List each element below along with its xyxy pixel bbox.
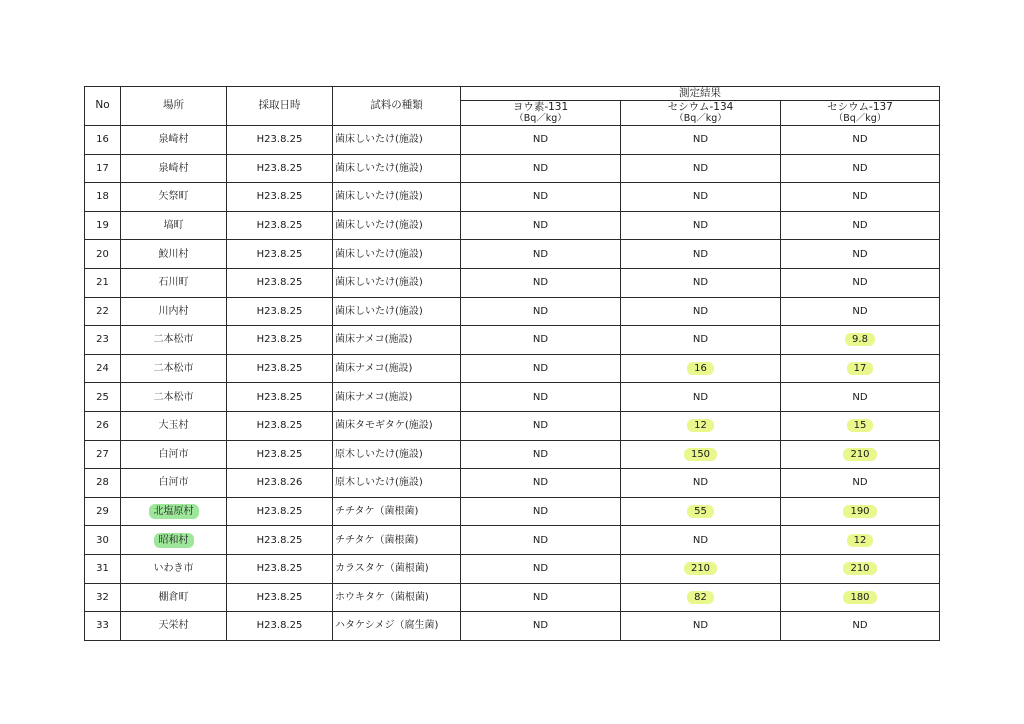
cell-date bbox=[227, 126, 333, 155]
cell-i131 bbox=[461, 440, 621, 469]
cell-no bbox=[85, 326, 121, 355]
cell-sample-type-value: 菌床しいたけ(施設) bbox=[335, 162, 423, 174]
cell-cs137-value: 9.8 bbox=[845, 333, 875, 346]
cell-sample-type-value: 菌床しいたけ(施設) bbox=[335, 220, 423, 232]
cell-cs134-value: 210 bbox=[684, 562, 717, 575]
cell-i131 bbox=[461, 154, 621, 183]
cell-i131-value: ND bbox=[532, 220, 549, 232]
cell-no-value: 30 bbox=[96, 534, 109, 546]
table-row bbox=[85, 268, 940, 297]
cell-cs134-value: ND bbox=[692, 305, 709, 317]
cell-sample-type bbox=[333, 126, 461, 155]
cell-cs134 bbox=[621, 126, 781, 155]
cell-cs134 bbox=[621, 583, 781, 612]
cell-no-value: 17 bbox=[96, 162, 109, 174]
cell-i131-value: ND bbox=[532, 191, 549, 203]
cell-cs137 bbox=[781, 154, 940, 183]
cell-date bbox=[227, 554, 333, 583]
cell-place bbox=[121, 469, 227, 498]
cell-i131 bbox=[461, 526, 621, 555]
cell-cs134-value: ND bbox=[692, 162, 709, 174]
cell-i131 bbox=[461, 612, 621, 641]
cell-no bbox=[85, 440, 121, 469]
cell-i131-value: ND bbox=[532, 448, 549, 460]
table-row bbox=[85, 240, 940, 269]
cell-cs134 bbox=[621, 154, 781, 183]
cell-i131 bbox=[461, 354, 621, 383]
cell-date bbox=[227, 411, 333, 440]
cell-date-value: H23.8.25 bbox=[256, 391, 303, 403]
cell-i131 bbox=[461, 297, 621, 326]
cell-no bbox=[85, 354, 121, 383]
cell-i131 bbox=[461, 583, 621, 612]
cell-sample-type bbox=[333, 383, 461, 412]
cell-no-value: 31 bbox=[96, 563, 109, 575]
cell-sample-type bbox=[333, 240, 461, 269]
cell-cs134 bbox=[621, 354, 781, 383]
cell-cs134 bbox=[621, 297, 781, 326]
cell-sample-type-value: 原木しいたけ(施設) bbox=[335, 477, 423, 489]
cell-i131-value: ND bbox=[532, 591, 549, 603]
cell-place bbox=[121, 526, 227, 555]
table-row bbox=[85, 612, 940, 641]
cell-i131-value: ND bbox=[532, 305, 549, 317]
cell-no bbox=[85, 183, 121, 212]
table-row bbox=[85, 183, 940, 212]
cell-cs137 bbox=[781, 411, 940, 440]
cell-place bbox=[121, 383, 227, 412]
cell-i131-value: ND bbox=[532, 563, 549, 575]
table-row bbox=[85, 154, 940, 183]
cell-cs134-value: ND bbox=[692, 334, 709, 346]
cell-sample-type-value: ホウキタケ（菌根菌) bbox=[335, 591, 429, 603]
cell-cs137 bbox=[781, 268, 940, 297]
header-cs137-label: セシウム-137 bbox=[827, 101, 893, 113]
cell-sample-type-value: 原木しいたけ(施設) bbox=[335, 448, 423, 460]
cell-place-value: 白河市 bbox=[158, 448, 189, 460]
cell-no-value: 24 bbox=[96, 363, 109, 375]
cell-sample-type-value: ハタケシメジ（腐生菌) bbox=[335, 620, 439, 632]
cell-place-value: 石川町 bbox=[158, 277, 189, 289]
cell-no bbox=[85, 383, 121, 412]
cell-no-value: 19 bbox=[96, 220, 109, 232]
header-cs137-unit: （Bq／kg） bbox=[833, 112, 887, 124]
cell-place-value: 天栄村 bbox=[158, 620, 189, 632]
cell-sample-type-value: 菌床ナメコ(施設) bbox=[335, 334, 413, 346]
cell-date-value: H23.8.25 bbox=[256, 334, 303, 346]
cell-date-value: H23.8.25 bbox=[256, 563, 303, 575]
cell-place-value: いわき市 bbox=[153, 563, 194, 575]
cell-sample-type-value: チチタケ（菌根菌) bbox=[335, 534, 419, 546]
measurement-table bbox=[84, 86, 940, 641]
cell-cs134-value: ND bbox=[692, 191, 709, 203]
cell-sample-type-value: 菌床しいたけ(施設) bbox=[335, 305, 423, 317]
table-row bbox=[85, 469, 940, 498]
cell-no-value: 16 bbox=[96, 134, 109, 146]
cell-sample-type-value: 菌床タモギタケ(施設) bbox=[335, 420, 433, 432]
cell-sample-type bbox=[333, 497, 461, 526]
cell-place-value: 北塩原村 bbox=[149, 504, 199, 519]
cell-i131-value: ND bbox=[532, 391, 549, 403]
cell-no bbox=[85, 526, 121, 555]
table-row bbox=[85, 583, 940, 612]
cell-place bbox=[121, 154, 227, 183]
cell-date-value: H23.8.26 bbox=[256, 477, 303, 489]
cell-cs137 bbox=[781, 183, 940, 212]
cell-place bbox=[121, 240, 227, 269]
header-i131 bbox=[461, 101, 621, 126]
cell-i131-value: ND bbox=[532, 162, 549, 174]
cell-place bbox=[121, 583, 227, 612]
cell-date-value: H23.8.25 bbox=[256, 248, 303, 260]
cell-date bbox=[227, 440, 333, 469]
table-row bbox=[85, 126, 940, 155]
cell-date-value: H23.8.25 bbox=[256, 363, 303, 375]
cell-i131 bbox=[461, 326, 621, 355]
cell-place-value: 矢祭町 bbox=[158, 191, 189, 203]
cell-sample-type-value: 菌床しいたけ(施設) bbox=[335, 134, 423, 146]
cell-date bbox=[227, 326, 333, 355]
cell-place bbox=[121, 497, 227, 526]
header-cs134 bbox=[621, 101, 781, 126]
cell-cs134 bbox=[621, 326, 781, 355]
cell-date-value: H23.8.25 bbox=[256, 506, 303, 518]
cell-sample-type-value: カラスタケ（菌根菌) bbox=[335, 563, 429, 575]
cell-i131 bbox=[461, 383, 621, 412]
cell-cs134 bbox=[621, 469, 781, 498]
cell-cs134 bbox=[621, 497, 781, 526]
cell-date bbox=[227, 354, 333, 383]
cell-date bbox=[227, 469, 333, 498]
table-row bbox=[85, 383, 940, 412]
cell-cs134-value: ND bbox=[692, 134, 709, 146]
cell-place-value: 泉崎村 bbox=[158, 162, 189, 174]
cell-sample-type-value: 菌床しいたけ(施設) bbox=[335, 191, 423, 203]
cell-place-value: 二本松市 bbox=[153, 363, 194, 375]
cell-i131-value: ND bbox=[532, 477, 549, 489]
cell-sample-type bbox=[333, 554, 461, 583]
cell-i131 bbox=[461, 469, 621, 498]
cell-date bbox=[227, 211, 333, 240]
cell-cs134 bbox=[621, 268, 781, 297]
cell-cs134 bbox=[621, 211, 781, 240]
table-row bbox=[85, 297, 940, 326]
table-row bbox=[85, 411, 940, 440]
cell-sample-type-value: 菌床ナメコ(施設) bbox=[335, 363, 413, 375]
cell-no bbox=[85, 297, 121, 326]
cell-cs137-value: 190 bbox=[843, 505, 876, 518]
header-cs134-unit: （Bq／kg） bbox=[674, 112, 727, 124]
cell-date-value: H23.8.25 bbox=[256, 277, 303, 289]
cell-no bbox=[85, 154, 121, 183]
cell-date bbox=[227, 154, 333, 183]
cell-i131-value: ND bbox=[532, 420, 549, 432]
cell-cs134-value: ND bbox=[692, 220, 709, 232]
cell-cs137-value: ND bbox=[852, 248, 868, 260]
cell-i131 bbox=[461, 183, 621, 212]
cell-cs137-value: ND bbox=[852, 162, 868, 174]
header-place: 場所 bbox=[121, 87, 227, 126]
cell-cs137 bbox=[781, 497, 940, 526]
cell-i131 bbox=[461, 211, 621, 240]
cell-i131 bbox=[461, 268, 621, 297]
cell-i131-value: ND bbox=[532, 534, 549, 546]
cell-date-value: H23.8.25 bbox=[256, 191, 303, 203]
cell-no-value: 20 bbox=[96, 248, 109, 260]
cell-cs137-value: ND bbox=[852, 191, 868, 203]
cell-cs134-value: 55 bbox=[687, 505, 714, 518]
cell-sample-type bbox=[333, 612, 461, 641]
cell-no-value: 29 bbox=[96, 506, 109, 518]
cell-date-value: H23.8.25 bbox=[256, 134, 303, 146]
cell-no bbox=[85, 469, 121, 498]
cell-cs134 bbox=[621, 554, 781, 583]
cell-cs137-value: 180 bbox=[843, 591, 876, 604]
header-date: 採取日時 bbox=[227, 87, 333, 126]
cell-cs137 bbox=[781, 126, 940, 155]
cell-no-value: 28 bbox=[96, 477, 109, 489]
cell-date-value: H23.8.25 bbox=[256, 420, 303, 432]
cell-cs134 bbox=[621, 440, 781, 469]
cell-cs137-value: ND bbox=[852, 277, 868, 289]
cell-sample-type bbox=[333, 211, 461, 240]
cell-sample-type bbox=[333, 411, 461, 440]
cell-cs137-value: ND bbox=[852, 134, 868, 146]
cell-cs137 bbox=[781, 297, 940, 326]
cell-place bbox=[121, 354, 227, 383]
table-row bbox=[85, 497, 940, 526]
cell-no-value: 22 bbox=[96, 305, 109, 317]
cell-no-value: 23 bbox=[96, 334, 109, 346]
cell-cs137 bbox=[781, 612, 940, 641]
cell-cs137-value: 17 bbox=[847, 362, 874, 375]
cell-cs137 bbox=[781, 383, 940, 412]
cell-no bbox=[85, 554, 121, 583]
cell-date bbox=[227, 526, 333, 555]
cell-place-value: 泉崎村 bbox=[158, 134, 189, 146]
cell-cs134-value: ND bbox=[692, 534, 709, 546]
cell-cs134-value: ND bbox=[692, 477, 709, 489]
cell-place bbox=[121, 326, 227, 355]
cell-date-value: H23.8.25 bbox=[256, 620, 303, 632]
cell-sample-type bbox=[333, 268, 461, 297]
cell-cs137 bbox=[781, 554, 940, 583]
cell-place bbox=[121, 612, 227, 641]
cell-date bbox=[227, 612, 333, 641]
cell-place-value: 白河市 bbox=[158, 477, 189, 489]
cell-cs134-value: ND bbox=[692, 248, 709, 260]
table-row bbox=[85, 554, 940, 583]
cell-sample-type-value: チチタケ（菌根菌) bbox=[335, 506, 419, 518]
cell-cs137 bbox=[781, 354, 940, 383]
cell-cs137-value: 210 bbox=[843, 448, 876, 461]
cell-place bbox=[121, 211, 227, 240]
cell-date-value: H23.8.25 bbox=[256, 591, 303, 603]
cell-no bbox=[85, 211, 121, 240]
cell-i131-value: ND bbox=[532, 134, 549, 146]
header-i131-label: ヨウ素-131 bbox=[512, 101, 569, 113]
cell-date bbox=[227, 240, 333, 269]
cell-date bbox=[227, 383, 333, 412]
cell-place bbox=[121, 183, 227, 212]
cell-i131 bbox=[461, 497, 621, 526]
cell-cs137-value: ND bbox=[852, 391, 868, 403]
table-header bbox=[85, 87, 940, 126]
cell-cs137-value: ND bbox=[852, 477, 868, 489]
cell-cs134 bbox=[621, 183, 781, 212]
cell-no bbox=[85, 268, 121, 297]
cell-date bbox=[227, 183, 333, 212]
cell-cs134 bbox=[621, 612, 781, 641]
cell-i131 bbox=[461, 126, 621, 155]
cell-i131 bbox=[461, 240, 621, 269]
cell-sample-type bbox=[333, 154, 461, 183]
cell-no-value: 26 bbox=[96, 420, 109, 432]
cell-date-value: H23.8.25 bbox=[256, 448, 303, 460]
cell-cs134-value: ND bbox=[692, 391, 709, 403]
cell-sample-type bbox=[333, 183, 461, 212]
cell-cs137-value: 15 bbox=[847, 419, 874, 432]
cell-place-value: 二本松市 bbox=[153, 334, 194, 346]
cell-no-value: 33 bbox=[96, 620, 109, 632]
cell-no-value: 18 bbox=[96, 191, 109, 203]
cell-no bbox=[85, 497, 121, 526]
header-cs134-label: セシウム-134 bbox=[667, 101, 734, 113]
cell-cs137 bbox=[781, 240, 940, 269]
table-row bbox=[85, 326, 940, 355]
cell-cs137 bbox=[781, 440, 940, 469]
cell-cs134-value: 16 bbox=[687, 362, 714, 375]
cell-place-value: 川内村 bbox=[158, 305, 189, 317]
cell-cs134-value: 150 bbox=[684, 448, 717, 461]
cell-no bbox=[85, 583, 121, 612]
cell-cs134-value: 82 bbox=[687, 591, 714, 604]
cell-sample-type bbox=[333, 297, 461, 326]
header-results-group: 測定結果 bbox=[461, 87, 940, 101]
cell-date-value: H23.8.25 bbox=[256, 162, 303, 174]
cell-place-value: 二本松市 bbox=[153, 391, 194, 403]
table-row bbox=[85, 526, 940, 555]
cell-cs134 bbox=[621, 411, 781, 440]
cell-sample-type-value: 菌床ナメコ(施設) bbox=[335, 391, 413, 403]
cell-cs134-value: ND bbox=[692, 277, 709, 289]
cell-sample-type bbox=[333, 440, 461, 469]
cell-place-value: 大玉村 bbox=[158, 420, 189, 432]
results-sheet bbox=[84, 86, 939, 641]
cell-no bbox=[85, 240, 121, 269]
table-row bbox=[85, 211, 940, 240]
cell-i131-value: ND bbox=[532, 363, 549, 375]
table-body bbox=[85, 126, 940, 641]
cell-place bbox=[121, 268, 227, 297]
cell-date bbox=[227, 297, 333, 326]
cell-date-value: H23.8.25 bbox=[256, 305, 303, 317]
cell-i131-value: ND bbox=[532, 506, 549, 518]
cell-cs137-value: 210 bbox=[843, 562, 876, 575]
cell-i131 bbox=[461, 554, 621, 583]
cell-sample-type bbox=[333, 583, 461, 612]
cell-cs134 bbox=[621, 240, 781, 269]
header-cs137 bbox=[781, 101, 940, 126]
cell-cs134-value: ND bbox=[692, 620, 709, 632]
cell-place-value: 昭和村 bbox=[154, 533, 194, 548]
cell-place bbox=[121, 126, 227, 155]
cell-date bbox=[227, 497, 333, 526]
cell-no bbox=[85, 411, 121, 440]
cell-no-value: 25 bbox=[96, 391, 109, 403]
cell-cs137 bbox=[781, 469, 940, 498]
header-i131-unit: （Bq／kg） bbox=[514, 112, 567, 124]
cell-cs137-value: ND bbox=[852, 620, 868, 632]
header-no: No bbox=[85, 87, 121, 126]
cell-cs137-value: 12 bbox=[847, 534, 874, 547]
cell-date-value: H23.8.25 bbox=[256, 220, 303, 232]
cell-no-value: 27 bbox=[96, 448, 109, 460]
cell-no bbox=[85, 126, 121, 155]
cell-no-value: 21 bbox=[96, 277, 109, 289]
cell-date bbox=[227, 268, 333, 297]
cell-place bbox=[121, 411, 227, 440]
cell-cs134-value: 12 bbox=[687, 419, 714, 432]
cell-cs137-value: ND bbox=[852, 305, 868, 317]
cell-place-value: 棚倉町 bbox=[158, 591, 189, 603]
cell-i131 bbox=[461, 411, 621, 440]
cell-sample-type bbox=[333, 326, 461, 355]
cell-i131-value: ND bbox=[532, 620, 549, 632]
cell-no-value: 32 bbox=[96, 591, 109, 603]
cell-place bbox=[121, 440, 227, 469]
cell-place bbox=[121, 297, 227, 326]
cell-i131-value: ND bbox=[532, 277, 549, 289]
cell-sample-type-value: 菌床しいたけ(施設) bbox=[335, 277, 423, 289]
cell-sample-type bbox=[333, 469, 461, 498]
cell-date-value: H23.8.25 bbox=[256, 534, 303, 546]
cell-cs137 bbox=[781, 583, 940, 612]
cell-no bbox=[85, 612, 121, 641]
cell-cs134 bbox=[621, 526, 781, 555]
table-row bbox=[85, 354, 940, 383]
cell-i131-value: ND bbox=[532, 248, 549, 260]
cell-i131-value: ND bbox=[532, 334, 549, 346]
cell-sample-type bbox=[333, 526, 461, 555]
cell-date bbox=[227, 583, 333, 612]
cell-cs134 bbox=[621, 383, 781, 412]
header-sample-type: 試料の種類 bbox=[333, 87, 461, 126]
cell-cs137 bbox=[781, 526, 940, 555]
cell-cs137 bbox=[781, 211, 940, 240]
cell-cs137-value: ND bbox=[852, 220, 868, 232]
cell-place-value: 鮫川村 bbox=[158, 248, 189, 260]
cell-sample-type-value: 菌床しいたけ(施設) bbox=[335, 248, 423, 260]
cell-cs137 bbox=[781, 326, 940, 355]
table-row bbox=[85, 440, 940, 469]
cell-place-value: 塙町 bbox=[163, 220, 184, 232]
cell-place bbox=[121, 554, 227, 583]
cell-sample-type bbox=[333, 354, 461, 383]
